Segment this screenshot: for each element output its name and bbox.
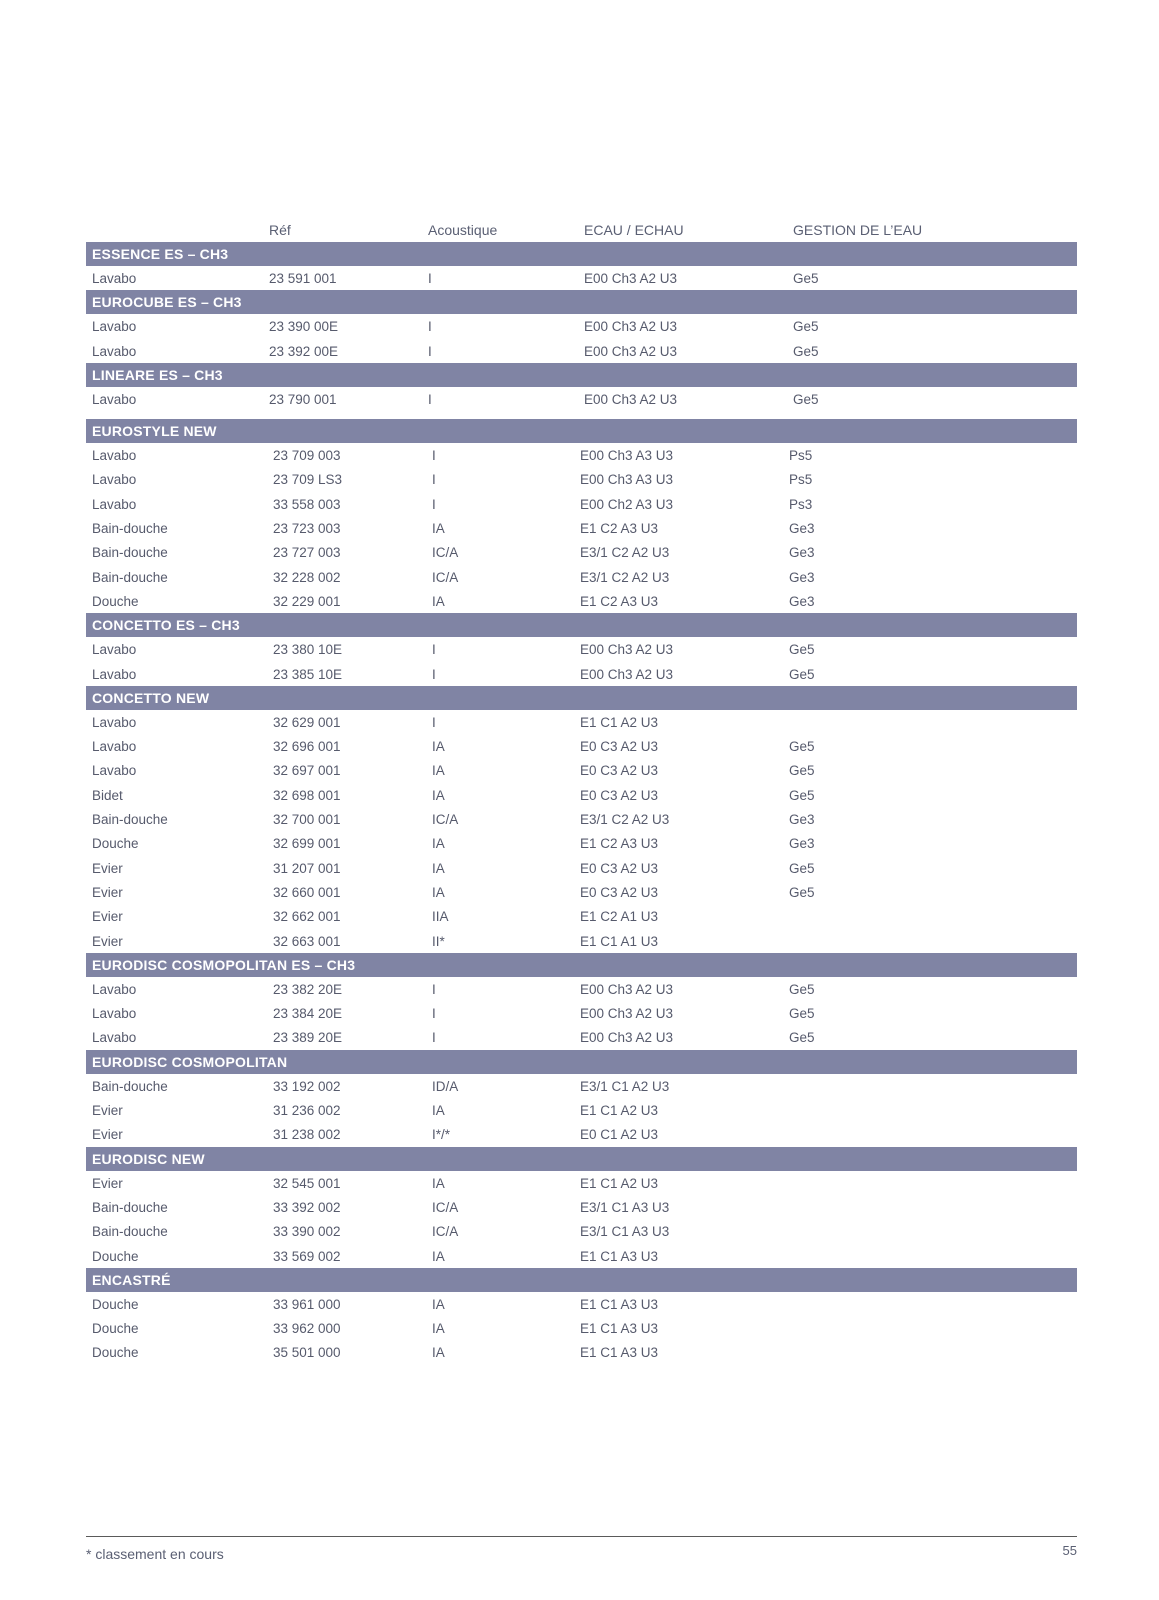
product-table xyxy=(86,218,1077,1365)
footnote: * classement en cours xyxy=(86,1546,224,1562)
table-row xyxy=(86,1195,1077,1219)
section-header: CONCETTO ES – CH3 xyxy=(86,613,1077,637)
cell-ref: 33 192 002 xyxy=(273,1078,341,1094)
cell-ref: 32 662 001 xyxy=(273,909,341,925)
cell-product-type: Lavabo xyxy=(92,472,137,488)
table-row xyxy=(86,710,1077,734)
cell-ref: 32 545 001 xyxy=(273,1175,341,1191)
cell-product-type: Lavabo xyxy=(92,666,137,682)
cell-product-type: Evier xyxy=(92,1127,123,1143)
cell-ref: 33 962 000 xyxy=(273,1321,341,1337)
cell-ecau: E0 C3 A2 U3 xyxy=(580,860,659,876)
cell-gestion: Ge5 xyxy=(789,884,815,900)
cell-product-type: Douche xyxy=(92,593,139,609)
section-gap xyxy=(86,411,1077,419)
table-row xyxy=(86,807,1077,831)
table-row xyxy=(86,758,1077,782)
cell-ref: 23 380 10E xyxy=(273,642,343,658)
section-header: CONCETTO NEW xyxy=(86,686,1077,710)
cell-gestion: Ps5 xyxy=(789,472,813,488)
cell-ecau: E0 C3 A2 U3 xyxy=(580,763,659,779)
table-row xyxy=(86,880,1077,904)
cell-ecau: E1 C1 A2 U3 xyxy=(580,714,659,730)
cell-gestion: Ge3 xyxy=(789,521,815,537)
cell-acoustique: I*/* xyxy=(432,1127,451,1143)
cell-gestion: Ge5 xyxy=(789,860,815,876)
cell-product-type: Douche xyxy=(92,836,139,852)
cell-gestion: Ge5 xyxy=(793,343,819,359)
cell-acoustique: I xyxy=(432,981,436,997)
cell-ref: 33 569 002 xyxy=(273,1248,341,1264)
cell-acoustique: I xyxy=(428,391,432,407)
cell-product-type: Lavabo xyxy=(92,642,137,658)
cell-acoustique: IC/A xyxy=(432,1199,459,1215)
cell-ref: 33 390 002 xyxy=(273,1224,341,1240)
cell-ref: 31 238 002 xyxy=(273,1127,341,1143)
section-header: EURODISC COSMOPOLITAN ES – CH3 xyxy=(86,953,1077,977)
cell-gestion: Ge5 xyxy=(789,763,815,779)
cell-ecau: E00 Ch3 A2 U3 xyxy=(580,666,674,682)
cell-product-type: Lavabo xyxy=(92,714,137,730)
table-row xyxy=(86,1244,1077,1268)
cell-ecau: E00 Ch3 A2 U3 xyxy=(580,981,674,997)
table-row xyxy=(86,443,1077,467)
cell-ecau: E3/1 C1 A3 U3 xyxy=(580,1224,670,1240)
cell-ecau: E00 Ch3 A2 U3 xyxy=(584,391,678,407)
cell-gestion: Ge3 xyxy=(789,569,815,585)
cell-product-type: Bain-douche xyxy=(92,812,168,828)
cell-product-type: Lavabo xyxy=(92,763,137,779)
cell-gestion: Ge3 xyxy=(789,812,815,828)
cell-ref: 23 384 20E xyxy=(273,1006,343,1022)
table-row xyxy=(86,734,1077,758)
cell-ref: 33 961 000 xyxy=(273,1296,341,1312)
cell-ecau: E3/1 C1 A2 U3 xyxy=(580,1078,670,1094)
cell-product-type: Evier xyxy=(92,884,123,900)
table-row xyxy=(86,589,1077,613)
cell-ref: 23 392 00E xyxy=(269,343,339,359)
cell-ref: 33 558 003 xyxy=(273,496,341,512)
cell-product-type: Bain-douche xyxy=(92,569,168,585)
cell-ref: 31 207 001 xyxy=(273,860,341,876)
cell-gestion: Ge5 xyxy=(789,1030,815,1046)
column-header-row xyxy=(86,218,1077,242)
cell-ref: 23 382 20E xyxy=(273,981,343,997)
cell-ecau: E00 Ch3 A2 U3 xyxy=(580,1006,674,1022)
cell-gestion: Ge3 xyxy=(789,593,815,609)
table-row xyxy=(86,339,1077,363)
cell-acoustique: IA xyxy=(432,836,445,852)
table-row xyxy=(86,977,1077,1001)
table-row xyxy=(86,1025,1077,1049)
cell-product-type: Lavabo xyxy=(92,271,137,286)
section-header: EURODISC NEW xyxy=(86,1147,1077,1171)
cell-product-type: Evier xyxy=(92,1175,123,1191)
cell-ref: 23 385 10E xyxy=(273,666,343,682)
cell-ecau: E00 Ch2 A3 U3 xyxy=(580,496,674,512)
footer-divider xyxy=(86,1536,1077,1537)
cell-product-type: Bain-douche xyxy=(92,545,168,561)
cell-ref: 32 697 001 xyxy=(273,763,341,779)
cell-ref: 32 660 001 xyxy=(273,884,341,900)
cell-ref: 32 700 001 xyxy=(273,812,341,828)
table-row xyxy=(86,492,1077,516)
cell-acoustique: I xyxy=(428,319,432,335)
cell-ecau: E00 Ch3 A2 U3 xyxy=(580,1030,674,1046)
section-header: ESSENCE ES – CH3 xyxy=(86,242,1077,266)
cell-product-type: Lavabo xyxy=(92,739,137,755)
table-row xyxy=(86,637,1077,661)
cell-acoustique: IIA xyxy=(432,909,449,925)
table-row xyxy=(86,929,1077,953)
cell-acoustique: I xyxy=(432,642,436,658)
cell-ref: 23 390 00E xyxy=(269,319,339,335)
table-row xyxy=(86,662,1077,686)
cell-product-type: Evier xyxy=(92,909,123,925)
section-header: LINEARE ES – CH3 xyxy=(86,363,1077,387)
column-header-acoustique: Acoustique xyxy=(428,222,498,238)
table-row xyxy=(86,904,1077,928)
cell-ecau: E00 Ch3 A2 U3 xyxy=(584,319,678,335)
table-row xyxy=(86,314,1077,338)
cell-ref: 32 698 001 xyxy=(273,787,341,803)
cell-product-type: Bain-douche xyxy=(92,1224,168,1240)
cell-ecau: E00 Ch3 A2 U3 xyxy=(584,271,678,286)
cell-ref: 32 699 001 xyxy=(273,836,341,852)
section-header: EURODISC COSMOPOLITAN xyxy=(86,1050,1077,1074)
cell-gestion: Ge5 xyxy=(793,271,819,286)
table-row xyxy=(86,1171,1077,1195)
cell-acoustique: IA xyxy=(432,1296,445,1312)
cell-ecau: E1 C1 A1 U3 xyxy=(580,933,659,949)
cell-ecau: E0 C1 A2 U3 xyxy=(580,1127,659,1143)
cell-ecau: E0 C3 A2 U3 xyxy=(580,787,659,803)
cell-gestion: Ps3 xyxy=(789,496,813,512)
cell-product-type: Lavabo xyxy=(92,343,137,359)
cell-gestion: Ge5 xyxy=(793,391,819,407)
cell-ref: 32 629 001 xyxy=(273,714,341,730)
table-row xyxy=(86,1074,1077,1098)
cell-ref: 23 727 003 xyxy=(273,545,341,561)
cell-acoustique: IC/A xyxy=(432,812,459,828)
cell-ecau: E1 C2 A3 U3 xyxy=(580,593,659,609)
cell-product-type: Bain-douche xyxy=(92,1078,168,1094)
cell-gestion: Ge5 xyxy=(789,1006,815,1022)
cell-product-type: Evier xyxy=(92,933,123,949)
cell-ecau: E1 C2 A1 U3 xyxy=(580,909,659,925)
cell-ref: 32 229 001 xyxy=(273,593,341,609)
cell-ref: 31 236 002 xyxy=(273,1103,341,1119)
cell-ref: 32 696 001 xyxy=(273,739,341,755)
cell-product-type: Lavabo xyxy=(92,496,137,512)
cell-gestion: Ge3 xyxy=(789,836,815,852)
cell-ecau: E1 C1 A3 U3 xyxy=(580,1345,659,1361)
section-header: ENCASTRÉ xyxy=(86,1268,1077,1292)
table-row xyxy=(86,387,1077,411)
cell-ecau: E1 C1 A3 U3 xyxy=(580,1248,659,1264)
cell-acoustique: IA xyxy=(432,593,445,609)
cell-product-type: Bain-douche xyxy=(92,1199,168,1215)
cell-ref: 23 790 001 xyxy=(269,391,337,407)
cell-acoustique: II* xyxy=(432,933,445,949)
cell-acoustique: IA xyxy=(432,884,445,900)
cell-gestion: Ge3 xyxy=(789,545,815,561)
cell-ecau: E3/1 C2 A2 U3 xyxy=(580,812,670,828)
cell-product-type: Lavabo xyxy=(92,391,137,407)
cell-product-type: Douche xyxy=(92,1248,139,1264)
table-row xyxy=(86,831,1077,855)
table-row xyxy=(86,1001,1077,1025)
cell-acoustique: I xyxy=(432,714,436,730)
cell-product-type: Lavabo xyxy=(92,448,137,464)
cell-gestion: Ge5 xyxy=(789,642,815,658)
cell-ref: 23 389 20E xyxy=(273,1030,343,1046)
cell-product-type: Douche xyxy=(92,1296,139,1312)
section-header: EUROSTYLE NEW xyxy=(86,419,1077,443)
cell-acoustique: I xyxy=(432,1030,436,1046)
cell-gestion: Ge5 xyxy=(789,666,815,682)
cell-product-type: Bidet xyxy=(92,787,123,803)
cell-ecau: E1 C2 A3 U3 xyxy=(580,836,659,852)
cell-acoustique: I xyxy=(428,343,432,359)
cell-acoustique: I xyxy=(432,666,436,682)
cell-ref: 32 228 002 xyxy=(273,569,341,585)
cell-ref: 33 392 002 xyxy=(273,1199,341,1215)
page-number: 55 xyxy=(1062,1543,1077,1558)
cell-ecau: E3/1 C1 A3 U3 xyxy=(580,1199,670,1215)
cell-gestion: Ge5 xyxy=(789,787,815,803)
cell-acoustique: I xyxy=(432,1006,436,1022)
cell-ecau: E1 C1 A2 U3 xyxy=(580,1103,659,1119)
cell-acoustique: I xyxy=(432,472,436,488)
column-header-gestion: GESTION DE L’EAU xyxy=(793,222,923,238)
table-row xyxy=(86,783,1077,807)
cell-product-type: Bain-douche xyxy=(92,521,168,537)
cell-product-type: Lavabo xyxy=(92,1006,137,1022)
column-header-ref: Réf xyxy=(269,222,291,238)
cell-acoustique: IA xyxy=(432,1321,445,1337)
cell-acoustique: IA xyxy=(432,1103,445,1119)
cell-ecau: E3/1 C2 A2 U3 xyxy=(580,545,670,561)
cell-product-type: Evier xyxy=(92,860,123,876)
section-header: EUROCUBE ES – CH3 xyxy=(86,290,1077,314)
table-row xyxy=(86,266,1077,290)
cell-ecau: E3/1 C2 A2 U3 xyxy=(580,569,670,585)
cell-acoustique: IA xyxy=(432,1175,445,1191)
cell-acoustique: IA xyxy=(432,763,445,779)
cell-ref: 23 723 003 xyxy=(273,521,341,537)
cell-ecau: E1 C1 A2 U3 xyxy=(580,1175,659,1191)
cell-ref: 23 709 LS3 xyxy=(273,472,343,488)
cell-product-type: Douche xyxy=(92,1345,139,1361)
table-row xyxy=(86,516,1077,540)
cell-ecau: E0 C3 A2 U3 xyxy=(580,884,659,900)
cell-ecau: E1 C2 A3 U3 xyxy=(580,521,659,537)
cell-ecau: E00 Ch3 A3 U3 xyxy=(580,472,674,488)
cell-acoustique: I xyxy=(432,448,436,464)
cell-product-type: Lavabo xyxy=(92,319,137,335)
cell-acoustique: IA xyxy=(432,860,445,876)
cell-ecau: E1 C1 A3 U3 xyxy=(580,1321,659,1337)
cell-acoustique: IC/A xyxy=(432,545,459,561)
cell-gestion: Ps5 xyxy=(789,448,813,464)
cell-product-type: Lavabo xyxy=(92,1030,137,1046)
cell-ref: 23 709 003 xyxy=(273,448,341,464)
table-row xyxy=(86,565,1077,589)
table-row xyxy=(86,856,1077,880)
cell-acoustique: IA xyxy=(432,521,445,537)
table-row xyxy=(86,1316,1077,1340)
cell-acoustique: ID/A xyxy=(432,1078,459,1094)
cell-acoustique: IA xyxy=(432,739,445,755)
table-row xyxy=(86,467,1077,491)
cell-ref: 32 663 001 xyxy=(273,933,341,949)
cell-ecau: E00 Ch3 A2 U3 xyxy=(584,343,678,359)
table-row xyxy=(86,1219,1077,1243)
cell-ref: 23 591 001 xyxy=(269,271,337,286)
cell-acoustique: IC/A xyxy=(432,569,459,585)
cell-ecau: E00 Ch3 A2 U3 xyxy=(580,642,674,658)
table-row xyxy=(86,1292,1077,1316)
cell-acoustique: IA xyxy=(432,787,445,803)
cell-ecau: E1 C1 A3 U3 xyxy=(580,1296,659,1312)
cell-ref: 35 501 000 xyxy=(273,1345,341,1361)
cell-gestion: Ge5 xyxy=(789,739,815,755)
cell-product-type: Douche xyxy=(92,1321,139,1337)
table-body xyxy=(86,242,1077,1365)
cell-ecau: E00 Ch3 A3 U3 xyxy=(580,448,674,464)
cell-ecau: E0 C3 A2 U3 xyxy=(580,739,659,755)
cell-acoustique: I xyxy=(428,271,432,286)
cell-gestion: Ge5 xyxy=(789,981,815,997)
column-header-ecau: ECAU / ECHAU xyxy=(584,222,684,238)
table-row xyxy=(86,1340,1077,1364)
cell-product-type: Evier xyxy=(92,1103,123,1119)
table-row xyxy=(86,1098,1077,1122)
cell-gestion: Ge5 xyxy=(793,319,819,335)
cell-acoustique: IA xyxy=(432,1248,445,1264)
cell-acoustique: I xyxy=(432,496,436,512)
cell-product-type: Lavabo xyxy=(92,981,137,997)
cell-acoustique: IC/A xyxy=(432,1224,459,1240)
table-row xyxy=(86,1122,1077,1146)
cell-acoustique: IA xyxy=(432,1345,445,1361)
table-row xyxy=(86,540,1077,564)
